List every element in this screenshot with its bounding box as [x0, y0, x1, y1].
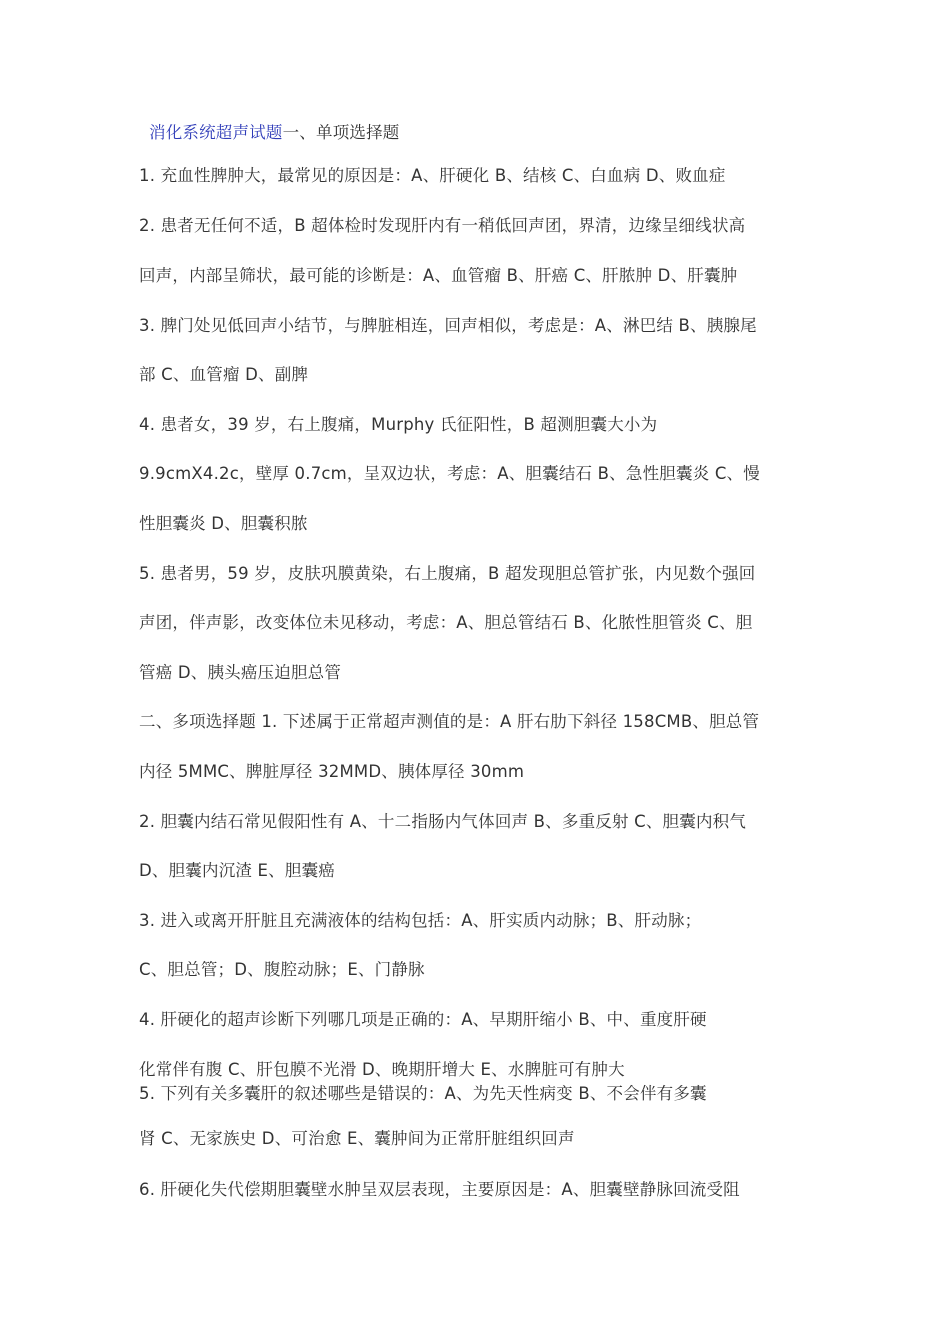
question-line: 3. 脾门处见低回声小结节，与脾脏相连，回声相似，考虑是：A、淋巴结 B、胰腺尾 — [139, 316, 757, 335]
question-line: 性胆囊炎 D、胆囊积脓 — [139, 514, 308, 533]
question-line: 声团，伴声影，改变体位未见移动，考虑：A、胆总管结石 B、化脓性胆管炎 C、胆 — [139, 613, 753, 632]
question-line: 回声，内部呈筛状，最可能的诊断是：A、血管瘤 B、肝癌 C、肝脓肿 D、肝囊肿 — [139, 266, 738, 285]
question-line: C、胆总管；D、腹腔动脉；E、门静脉 — [139, 960, 425, 979]
question-line: 4. 肝硬化的超声诊断下列哪几项是正确的：A、早期肝缩小 B、中、重度肝硬 — [139, 1010, 707, 1029]
document-title-link[interactable]: 消化系统超声试题 — [149, 123, 283, 142]
question-line: 二、多项选择题 1. 下述属于正常超声测值的是：A 肝右肋下斜径 158CMB、胆总管 — [139, 712, 760, 731]
question-line: 4. 患者女，39 岁，右上腹痛，Murphy 氏征阳性，B 超测胆囊大小为 — [139, 415, 658, 434]
section-heading — [149, 122, 829, 144]
question-line: 9.9cmX4.2c，壁厚 0.7cm，呈双边状，考虑：A、胆囊结石 B、急性胆囊炎 C、慢 — [139, 464, 760, 483]
question-line: 6. 肝硬化失代偿期胆囊壁水肿呈双层表现，主要原因是：A、胆囊壁静脉回流受阻 — [139, 1180, 740, 1199]
question-line: 5. 患者男，59 岁，皮肤巩膜黄染，右上腹痛，B 超发现胆总管扩张，内见数个强回 — [139, 564, 756, 583]
question-line: 部 C、血管瘤 D、副脾 — [139, 365, 309, 384]
question-line: 5. 下列有关多囊肝的叙述哪些是错误的：A、为先天性病变 B、不会伴有多囊 — [139, 1084, 707, 1103]
question-line: 管癌 D、胰头癌压迫胆总管 — [139, 663, 342, 682]
question-line: 2. 患者无任何不适，B 超体检时发现肝内有一稍低回声团，界清，边缘呈细线状高 — [139, 216, 746, 235]
question-line: 肾 C、无家族史 D、可治愈 E、囊肿间为正常肝脏组织回声 — [139, 1129, 575, 1148]
question-line: 1. 充血性脾肿大，最常见的原因是：A、肝硬化 B、结核 C、白血病 D、败血症 — [139, 166, 726, 185]
question-line: 3. 进入或离开肝脏且充满液体的结构包括：A、肝实质内动脉；B、肝动脉； — [139, 911, 702, 930]
section-title-single-choice: 一、单项选择题 — [282, 123, 400, 142]
question-line: 化常伴有腹 C、肝包膜不光滑 D、晚期肝增大 E、水脾脏可有肿大 — [139, 1060, 625, 1079]
question-line: D、胆囊内沉渣 E、胆囊癌 — [139, 861, 335, 880]
question-line: 内径 5MMC、脾脏厚径 32MMD、胰体厚径 30mm — [139, 762, 525, 781]
question-line: 2. 胆囊内结石常见假阳性有 A、十二指肠内气体回声 B、多重反射 C、胆囊内积气 — [139, 812, 747, 831]
